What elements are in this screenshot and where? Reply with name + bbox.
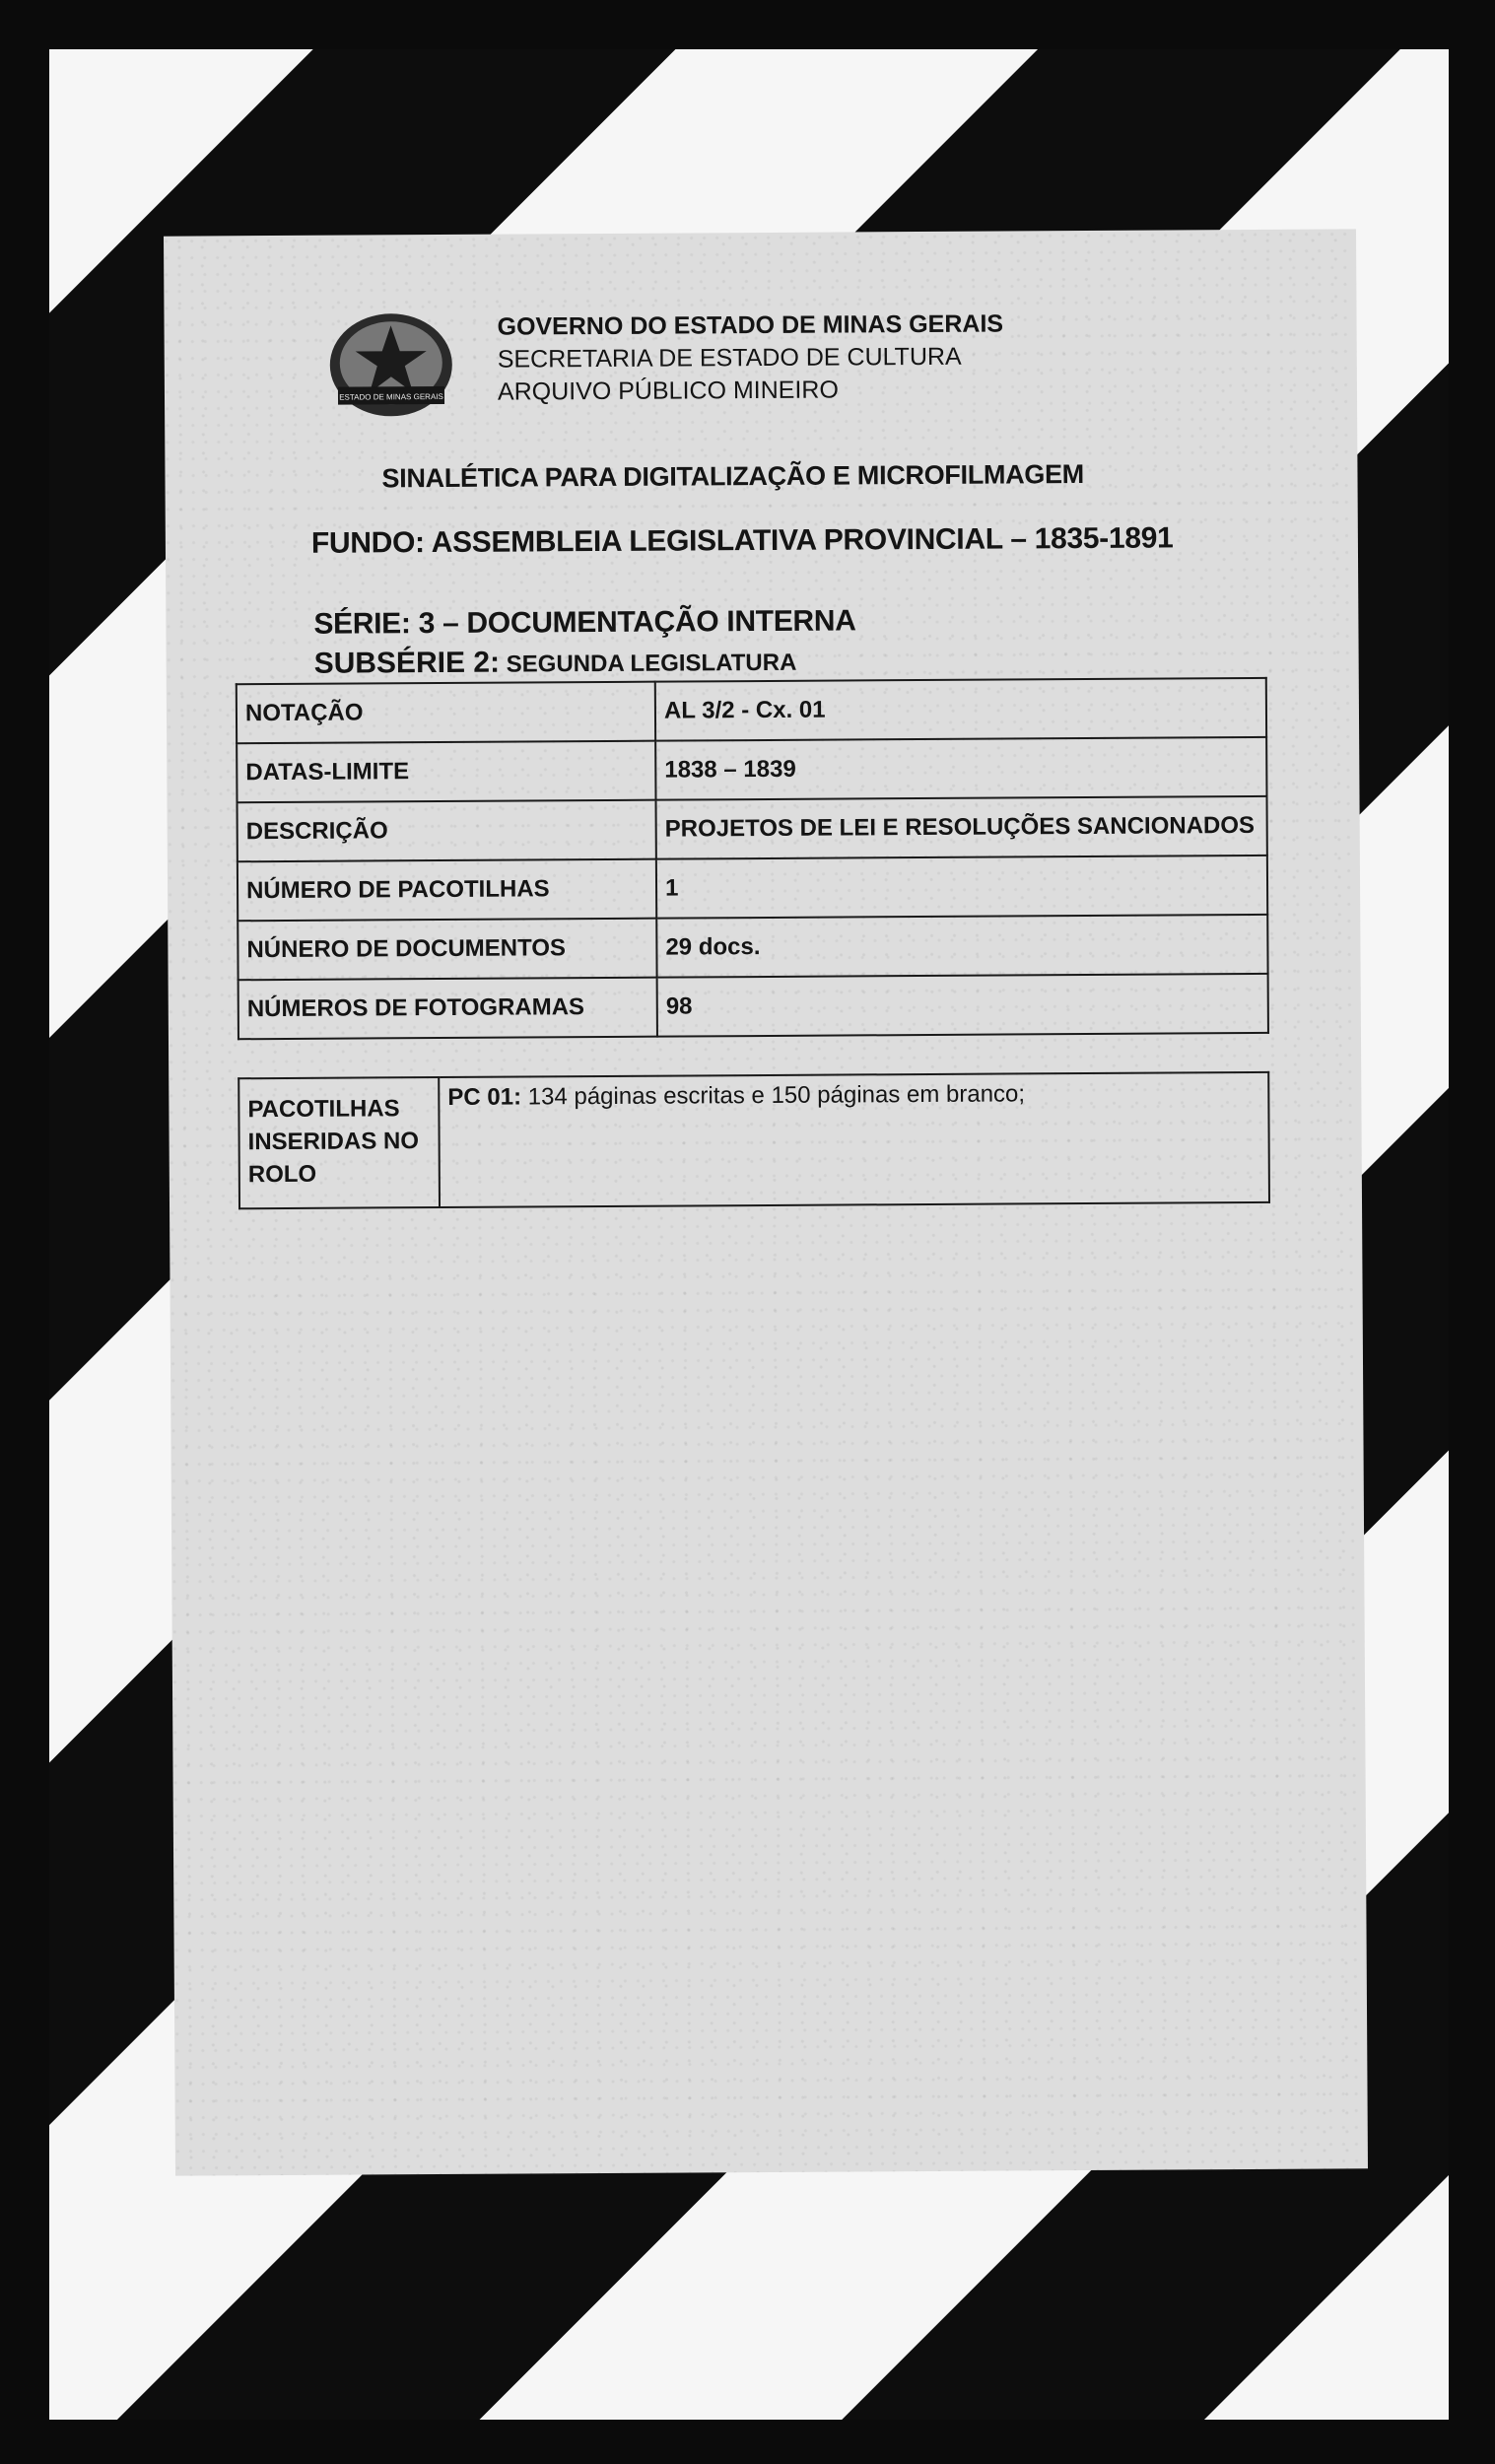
row-key: NÚMEROS DE FOTOGRAMAS [238,978,657,1040]
subserie-value: SEGUNDA LEGISLATURA [499,649,797,678]
row-value: 29 docs. [656,915,1267,978]
signage-sheet [164,229,1368,2175]
government-name: GOVERNO DO ESTADO DE MINAS GERAIS [497,309,1004,341]
fundo-line: FUNDO: ASSEMBLEIA LEGISLATIVA PROVINCIAL – 1835-1891 [310,521,1174,560]
info-table [236,677,1269,1040]
pc-text: 134 páginas escritas e 150 páginas em branco; [520,1080,1026,1111]
emblem-text: ESTADO DE MINAS GERAIS [339,391,443,402]
coat-of-arms-emblem [321,304,460,423]
row-value: 98 [657,974,1268,1037]
institution-header [497,308,1003,409]
secretariat-name: SECRETARIA DE ESTADO DE CULTURA [497,342,962,374]
pacotilhas-value [439,1072,1269,1207]
pacotilhas-key-line: ROLO [247,1160,317,1189]
row-key: NÚMERO DE PACOTILHAS [238,859,656,922]
row-key: DATAS-LIMITE [237,741,655,803]
row-value: 1 [656,856,1267,919]
table-row [237,737,1266,802]
pc-label: PC 01: [447,1083,522,1111]
row-value: PROJETOS DE LEI E RESOLUÇÕES SANCIONADOS [656,796,1267,859]
pacotilhas-key-line: PACOTILHAS [247,1095,400,1124]
serie-line: SÉRIE: 3 – DOCUMENTAÇÃO INTERNA [313,604,856,641]
table-row [238,856,1267,921]
table-row [238,974,1268,1039]
pacotilhas-key-line: INSERIDAS NO [247,1128,420,1156]
table-row [238,915,1267,980]
document-title: SINALÉTICA PARA DIGITALIZAÇÃO E MICROFILMAGEM [381,459,1085,494]
archive-name: ARQUIVO PÚBLICO MINEIRO [497,376,839,406]
pacotilhas-table [238,1071,1270,1209]
table-row [238,796,1267,861]
pacotilhas-key [238,1077,440,1208]
row-key: DESCRIÇÃO [238,800,656,862]
subserie-label: SUBSÉRIE 2: [313,646,501,680]
subserie-line [314,645,797,681]
row-value: AL 3/2 - Cx. 01 [655,678,1266,741]
row-value: 1838 – 1839 [655,737,1266,800]
row-key: NÚNERO DE DOCUMENTOS [238,919,656,981]
row-key: NOTAÇÃO [237,682,655,744]
table-row [237,678,1266,743]
table-row [238,1072,1269,1208]
